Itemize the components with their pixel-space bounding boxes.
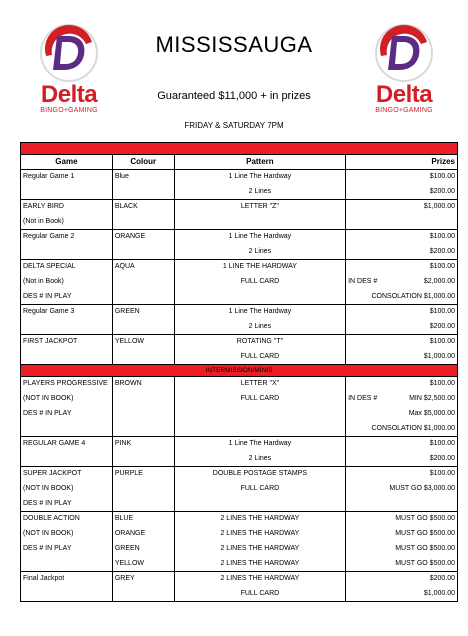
game-cell: DES # IN PLAY [21,407,113,422]
prize-cell [346,245,458,260]
prize-cell [346,350,458,365]
colour-cell: BROWN [112,377,174,392]
column-header-colour: Colour [112,155,174,170]
prize-cell [346,422,458,437]
pattern-cell: FULL CARD [174,587,345,602]
table-row [21,377,458,392]
prize-value: $1,000.00 [423,589,455,597]
pattern-cell [174,407,345,422]
game-cell [21,245,113,260]
column-header-prizes: Prizes [346,155,458,170]
prize-value: $2,000.00 [423,277,455,285]
colour-cell: Blue [112,170,174,185]
table-row [21,467,458,482]
table-row [21,245,458,260]
prize-label: IN DES # [348,277,378,285]
pattern-cell: FULL CARD [174,482,345,497]
prize-cell [346,275,458,290]
pattern-cell: FULL CARD [174,350,345,365]
table-row [21,527,458,542]
table-row [21,542,458,557]
game-cell: SUPER JACKPOT [21,467,113,482]
prize-cell [346,230,458,245]
pattern-cell: 2 Lines [174,320,345,335]
pattern-cell: 2 LINES THE HARDWAY [174,542,345,557]
game-cell: (NOT IN BOOK) [21,392,113,407]
logo-brand-text: Delta [375,81,433,108]
pattern-cell: 2 LINES THE HARDWAY [174,557,345,572]
prize-value: $100.00 [429,470,455,477]
colour-cell: YELLOW [112,335,174,350]
prize-value: $100.00 [429,173,455,180]
pattern-cell: DOUBLE POSTAGE STAMPS [174,467,345,482]
prize-cell [346,185,458,200]
prize-cell [346,437,458,452]
game-cell: Final Jackpot [21,572,113,587]
table-row [21,587,458,602]
prize-value: $200.00 [429,187,455,195]
prize-value: $100.00 [429,263,455,270]
table-row [21,497,458,512]
schedule-text: FRIDAY & SATURDAY 7PM [184,121,284,130]
prize-cell [346,542,458,557]
table-row [21,392,458,407]
page-title: MISSISSAUGA [155,32,313,57]
colour-cell: GREEN [112,542,174,557]
column-header-pattern: Pattern [174,155,345,170]
colour-cell [112,482,174,497]
colour-cell [112,275,174,290]
prize-cell [346,377,458,392]
colour-cell [112,422,174,437]
prize-value: MUST GO $3,000.00 [389,484,455,492]
colour-cell [112,290,174,305]
pattern-cell: 1 Line The Hardway [174,170,345,185]
game-cell: (Not in Book) [21,275,113,290]
colour-cell: BLUE [112,512,174,527]
prize-cell [346,452,458,467]
pattern-cell: 2 LINES THE HARDWAY [174,572,345,587]
colour-cell [112,185,174,200]
prize-cell [346,170,458,185]
prize-value: $100.00 [429,380,455,387]
logo-tagline: BINGO+GAMING [375,107,433,114]
table-row [21,512,458,527]
prize-value: MUST GO $500.00 [395,544,455,552]
colour-cell: GREY [112,572,174,587]
prize-value: $200.00 [429,322,455,330]
prize-value: MUST GO $500.00 [395,529,455,537]
game-cell [21,320,113,335]
table-row [21,422,458,437]
pattern-cell: 2 Lines [174,185,345,200]
pattern-cell: 1 LINE THE HARDWAY [174,260,345,275]
table-row [21,452,458,467]
colour-cell: ORANGE [112,230,174,245]
prize-value: $200.00 [429,575,455,582]
prize-cell [346,215,458,230]
column-header-game: Game [21,155,113,170]
pattern-cell [174,497,345,512]
prize-cell [346,497,458,512]
prize-cell [346,527,458,542]
prize-cell [346,482,458,497]
game-cell [21,452,113,467]
colour-cell [112,320,174,335]
table-row [21,260,458,275]
prize-cell [346,467,458,482]
game-cell [21,587,113,602]
intermission-label: INTERMISSION/MINIS [21,365,458,377]
prize-value: CONSOLATION $1,000.00 [371,292,455,300]
game-cell: DES # IN PLAY [21,290,113,305]
colour-cell: PURPLE [112,467,174,482]
prize-cell [346,392,458,407]
table-header-row [21,155,458,170]
game-cell: Regular Game 3 [21,305,113,320]
prize-cell [346,572,458,587]
game-cell: (Not in Book) [21,215,113,230]
prize-value: CONSOLATION $1,000.00 [371,424,455,432]
game-cell: DES # IN PLAY [21,542,113,557]
table-row [21,215,458,230]
game-cell: DOUBLE ACTION [21,512,113,527]
game-cell: (NOT IN BOOK) [21,527,113,542]
pattern-cell [174,215,345,230]
table-row [21,557,458,572]
pattern-cell: LETTER "X" [174,377,345,392]
colour-cell [112,497,174,512]
pattern-cell: 1 Line The Hardway [174,230,345,245]
game-cell [21,185,113,200]
prize-value: $200.00 [429,247,455,255]
prize-value: $1,000.00 [423,352,455,360]
prize-cell [346,290,458,305]
table-row [21,185,458,200]
prize-value: $1,000.00 [423,203,455,210]
prize-value: $100.00 [429,338,455,345]
table-row [21,350,458,365]
table-row [21,305,458,320]
pattern-cell: 2 LINES THE HARDWAY [174,512,345,527]
prize-cell [346,305,458,320]
table-row [21,230,458,245]
game-cell: FIRST JACKPOT [21,335,113,350]
colour-cell: GREEN [112,305,174,320]
table-row [21,200,458,215]
game-cell: DES # IN PLAY [21,497,113,512]
game-cell [21,422,113,437]
table-row [21,482,458,497]
table-row [21,275,458,290]
game-cell: Regular Game 1 [21,170,113,185]
table-row [21,170,458,185]
prize-cell [346,587,458,602]
table-row [21,320,458,335]
game-cell: PLAYERS PROGRESSIVE [21,377,113,392]
prize-value: $100.00 [429,308,455,315]
pattern-cell: 2 LINES THE HARDWAY [174,527,345,542]
colour-cell: YELLOW [112,557,174,572]
colour-cell: ORANGE [112,527,174,542]
colour-cell [112,215,174,230]
pattern-cell: FULL CARD [174,275,345,290]
prize-value: MIN $2,500.00 [409,394,455,402]
prize-value: MUST GO $500.00 [395,515,455,522]
prize-cell [346,200,458,215]
colour-cell: AQUA [112,260,174,275]
prize-value: $200.00 [429,454,455,462]
pattern-cell: 1 Line The Hardway [174,437,345,452]
logo-tagline: BINGO+GAMING [40,107,98,114]
prize-cell [346,335,458,350]
colour-cell [112,407,174,422]
prize-label: IN DES # [348,394,378,402]
game-cell: EARLY BIRD [21,200,113,215]
pattern-cell: 1 Line The Hardway [174,305,345,320]
prize-cell [346,320,458,335]
colour-cell: PINK [112,437,174,452]
prize-cell [346,512,458,527]
table-row [21,572,458,587]
game-cell: Regular Game 2 [21,230,113,245]
prize-value: $100.00 [429,440,455,447]
table-row [21,290,458,305]
pattern-cell [174,290,345,305]
intermission-row [21,365,458,377]
prize-value: Max $5,000.00 [408,409,455,417]
game-cell [21,557,113,572]
pattern-cell: ROTATING "T" [174,335,345,350]
table-red-header-bar [21,143,458,155]
pattern-cell: LETTER "Z" [174,200,345,215]
prize-cell [346,260,458,275]
colour-cell [112,392,174,407]
pattern-cell: FULL CARD [174,392,345,407]
prize-guarantee-text: Guaranteed $11,000 + in prizes [157,90,311,102]
colour-cell [112,587,174,602]
prize-cell [346,557,458,572]
table-row [21,437,458,452]
pattern-cell: 2 Lines [174,452,345,467]
prize-cell [346,407,458,422]
colour-cell [112,452,174,467]
table-row [21,335,458,350]
prize-value: MUST GO $500.00 [395,559,455,567]
prize-value: $100.00 [429,233,455,240]
table-row [21,407,458,422]
game-cell: REGULAR GAME 4 [21,437,113,452]
colour-cell [112,350,174,365]
game-cell: DELTA SPECIAL [21,260,113,275]
pattern-cell: 2 Lines [174,245,345,260]
colour-cell [112,245,174,260]
games-table [20,142,458,602]
pattern-cell [174,422,345,437]
logo-brand-text: Delta [40,81,98,108]
colour-cell: BLACK [112,200,174,215]
game-cell: (NOT IN BOOK) [21,482,113,497]
game-cell [21,350,113,365]
